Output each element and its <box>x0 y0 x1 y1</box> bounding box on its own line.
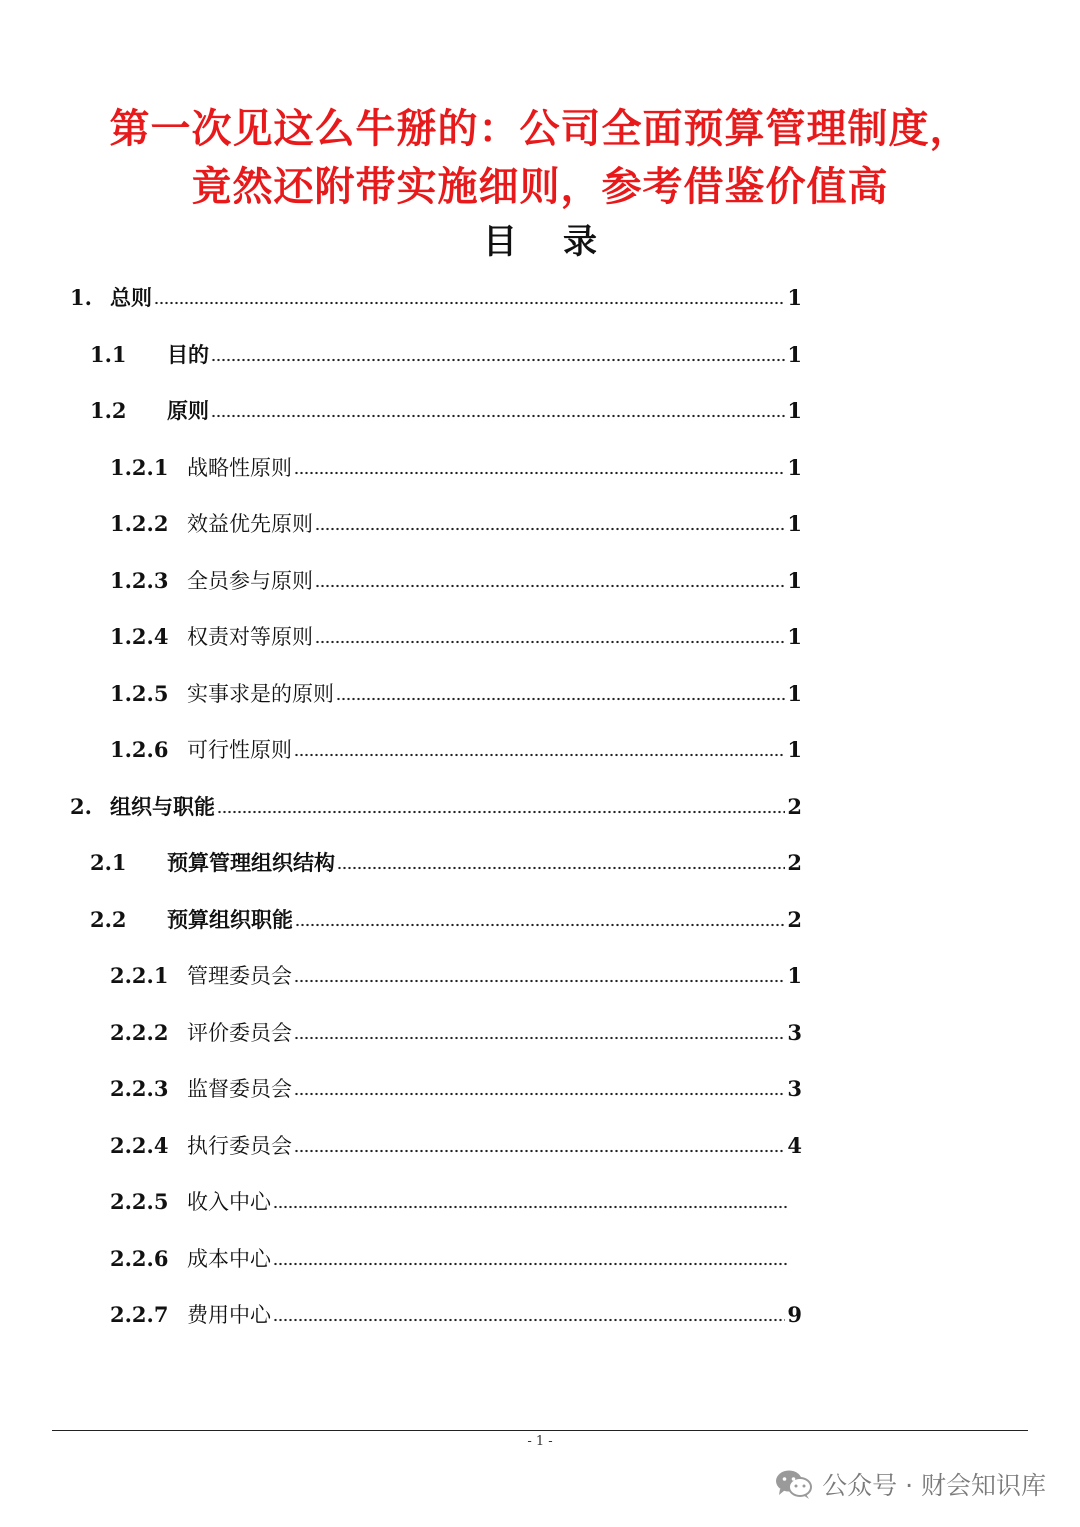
page-number: - 1 - <box>527 1434 553 1449</box>
toc-entry-label: 原则 <box>167 398 209 423</box>
toc-entry[interactable] <box>110 442 802 482</box>
toc-leader-dots <box>315 640 785 644</box>
toc-entry[interactable] <box>110 1176 802 1216</box>
toc-entry-number: 1.2.6 <box>110 737 169 762</box>
toc-leader-dots <box>336 697 785 701</box>
toc-leader-dots <box>273 1205 788 1209</box>
toc-entry[interactable] <box>90 329 802 369</box>
toc-entry-label: 评价委员会 <box>187 1021 292 1045</box>
toc-leader-dots <box>294 1092 785 1096</box>
toc-entry[interactable] <box>110 668 802 708</box>
toc-entry-page: 1 <box>787 342 802 367</box>
toc-entry[interactable] <box>70 272 802 312</box>
toc-entry[interactable] <box>90 894 802 934</box>
toc-leader-dots <box>294 979 785 983</box>
watermark <box>774 1466 1046 1502</box>
toc-leader-dots <box>294 753 785 757</box>
toc-entry-number: 2.2.4 <box>110 1133 169 1158</box>
toc-title-char-2: 录 <box>563 222 597 262</box>
toc-entry-label: 执行委员会 <box>187 1134 292 1158</box>
toc-entry[interactable] <box>110 1289 802 1329</box>
toc-entry-page: 1 <box>787 398 802 423</box>
toc-entry[interactable] <box>110 1120 802 1160</box>
toc-entry-label: 预算组织职能 <box>167 907 293 932</box>
toc-entry-number: 2.2.6 <box>110 1246 169 1271</box>
toc-entry-page: 2 <box>787 850 802 875</box>
toc-entry[interactable] <box>110 498 802 538</box>
toc-entry[interactable] <box>110 555 802 595</box>
toc-leader-dots <box>211 358 785 362</box>
toc-entry-label: 总则 <box>110 285 152 310</box>
toc-entry-page: 1 <box>787 511 802 536</box>
toc-entry-label: 成本中心 <box>187 1247 271 1271</box>
toc-leader-dots <box>273 1318 785 1322</box>
headline-line-2: 竟然还附带实施细则，参考借鉴价值高 <box>191 163 889 210</box>
toc-entry-page: 1 <box>787 681 802 706</box>
toc-entry-number: 2.2.7 <box>110 1302 169 1327</box>
toc-entry-number: 1.2.3 <box>110 568 169 593</box>
toc-entry-number: 1.2.5 <box>110 681 169 706</box>
toc-leader-dots <box>315 527 785 531</box>
toc-entry-label: 权责对等原则 <box>187 625 313 649</box>
toc-entry-number: 2.2 <box>90 907 127 932</box>
toc-entry-page: 4 <box>787 1133 802 1158</box>
toc-entry-number: 1.1 <box>90 342 127 367</box>
toc-title <box>0 220 1080 264</box>
toc-entry-label: 收入中心 <box>187 1190 271 1214</box>
footer-divider <box>52 1430 1028 1431</box>
toc-entry-page: 1 <box>787 737 802 762</box>
toc-entry[interactable] <box>90 385 802 425</box>
toc-entry-label: 费用中心 <box>187 1303 271 1327</box>
toc-entry-page: 1 <box>787 455 802 480</box>
toc-leader-dots <box>295 923 785 927</box>
toc-leader-dots <box>217 810 785 814</box>
toc-entry[interactable] <box>110 1007 802 1047</box>
toc-entry-page: 9 <box>787 1302 802 1327</box>
toc-entry[interactable] <box>110 1233 802 1273</box>
toc-entry-number: 2.2.2 <box>110 1020 169 1045</box>
toc-entry-page: 3 <box>787 1076 802 1101</box>
toc-entry-number: 1.2 <box>90 398 127 423</box>
toc-entry[interactable] <box>70 781 802 821</box>
watermark-text: 公众号 · 财会知识库 <box>822 1471 1046 1500</box>
toc-entry-page: 1 <box>787 624 802 649</box>
headline-line-1: 第一次见这么牛掰的：公司全面预算管理制度， <box>109 105 971 152</box>
toc-entry-page: 1 <box>787 963 802 988</box>
toc-entry-page: 1 <box>787 285 802 310</box>
toc-leader-dots <box>294 1036 785 1040</box>
toc-entry-label: 管理委员会 <box>187 964 292 988</box>
toc-entry[interactable] <box>110 950 802 990</box>
toc-entry[interactable] <box>110 611 802 651</box>
wechat-icon <box>774 1468 814 1500</box>
toc-entry-number: 1.2.2 <box>110 511 169 536</box>
toc-leader-dots <box>211 414 785 418</box>
toc-title-char-1: 目 <box>483 222 517 262</box>
toc-entry-label: 预算管理组织结构 <box>167 850 335 875</box>
toc-entry-number: 2.2.5 <box>110 1189 169 1214</box>
toc-entry-page: 1 <box>787 568 802 593</box>
toc-entry-label: 实事求是的原则 <box>187 682 334 706</box>
toc-entry-label: 效益优先原则 <box>187 512 313 536</box>
toc-entry-page: 2 <box>787 907 802 932</box>
toc-entry-label: 目的 <box>167 342 209 367</box>
toc-leader-dots <box>315 584 785 588</box>
toc-entry-label: 组织与职能 <box>110 794 215 819</box>
toc-entry-number: 2. <box>70 794 92 819</box>
headline <box>0 100 1080 216</box>
toc-entry-label: 全员参与原则 <box>187 569 313 593</box>
toc-entry-number: 2.1 <box>90 850 127 875</box>
toc-entry-number: 2.2.1 <box>110 963 169 988</box>
toc-entry[interactable] <box>90 837 802 877</box>
toc-leader-dots <box>294 1149 785 1153</box>
toc-entry-number: 1.2.4 <box>110 624 169 649</box>
toc-entry-label: 可行性原则 <box>187 738 292 762</box>
toc-entry-label: 监督委员会 <box>187 1077 292 1101</box>
toc-leader-dots <box>154 301 785 305</box>
toc-entry-label: 战略性原则 <box>187 456 292 480</box>
toc-leader-dots <box>337 866 785 870</box>
toc-entry-page: 2 <box>787 794 802 819</box>
toc-entry-number: 1.2.1 <box>110 455 169 480</box>
toc-entry[interactable] <box>110 1063 802 1103</box>
toc-entry[interactable] <box>110 724 802 764</box>
toc-leader-dots <box>294 471 785 475</box>
toc-entry-number: 1. <box>70 285 92 310</box>
toc-entry-page: 3 <box>787 1020 802 1045</box>
toc-leader-dots <box>273 1262 788 1266</box>
toc-entry-number: 2.2.3 <box>110 1076 169 1101</box>
